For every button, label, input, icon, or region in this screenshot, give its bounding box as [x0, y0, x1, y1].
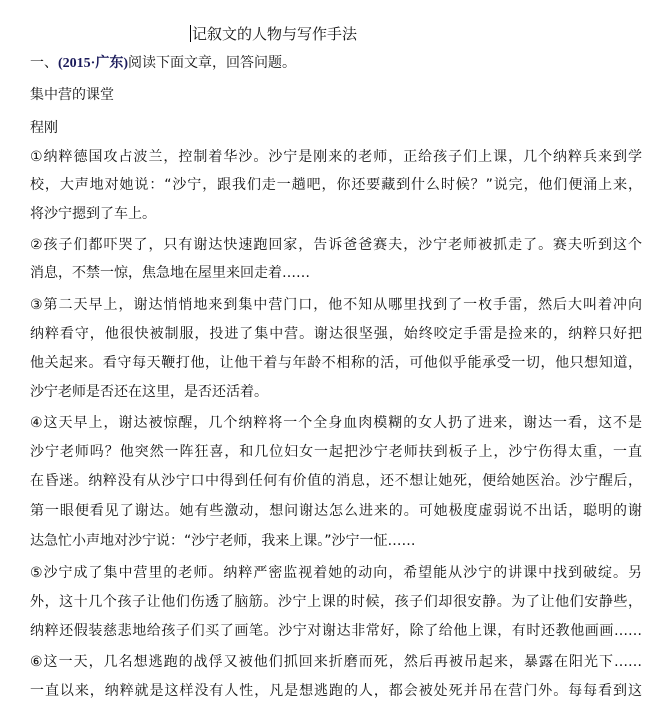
text-line: 纳粹看守，他很快被制服，投进了集中营。谢达很坚强，始终咬定手雷是捡来的，纳粹只好把: [30, 326, 642, 342]
question-heading: [30, 52, 296, 75]
document-title: [190, 22, 357, 46]
text-line: ③第二天早上，谢达悄悄地来到集中营门口，他不知从哪里找到了一枚手雷，然后大叫着冲向: [30, 297, 642, 313]
text-line: ⑥这一天，几名想逃跑的战俘又被他们抓回来折磨而死，然后再被吊起来，暴露在阳光下……: [30, 654, 642, 670]
question-source: (2015·广东): [58, 56, 128, 71]
text-line: 达急忙小声地对沙宁说：“沙宁老师，我来上课。”沙宁一怔……: [30, 533, 416, 549]
text-line: ⑤沙宁成了集中营里的老师。纳粹严密监视着她的动向，希望能从沙宁的讲课中找到破绽。另: [30, 565, 642, 581]
text-line: 纳粹还假装慈悲地给孩子们买了画笔。沙宁对谢达非常好，除了给他上课，有时还教他画画……: [30, 623, 642, 639]
text-line: ②孩子们都吓哭了，只有谢达快速跑回家，告诉爸爸赛夫，沙宁老师被抓走了。赛夫听到这个: [30, 237, 642, 253]
article-author: 程刚: [30, 120, 58, 136]
text-line: 沙宁老师是否还在这里，是否还活着。: [30, 384, 268, 400]
text-line: 他关起来。看守每天鞭打他，让他干着与年龄不相称的活，可他似乎能承受一切，他只想知道，: [30, 355, 642, 371]
text-line: 第一眼便看见了谢达。她有些激动，想问谢达怎么进来的。可她极度虚弱说不出话，聪明的谢: [30, 503, 642, 519]
article-title: 集中营的课堂: [30, 87, 114, 103]
text-line: 一直以来，纳粹就是这样没有人性，凡是想逃跑的人，都会被处死并吊在营门外。每每看到这: [30, 683, 642, 699]
text-line: 消息，不禁一惊，焦急地在屋里来回走着……: [30, 265, 310, 281]
question-prefix: 一、: [30, 55, 58, 71]
text-cursor: [190, 25, 191, 42]
text-line: 在昏迷。纳粹没有从沙宁口中得到任何有价值的消息，还不想让她死，便给她医治。沙宁醒后，: [30, 473, 642, 489]
text-line: ①纳粹德国攻占波兰，控制着华沙。沙宁是刚来的老师，正给孩子们上课，几个纳粹兵来到学: [30, 149, 642, 165]
text-line: 校，大声地对她说：“沙宁，跟我们走一趟吧，你还要藏到什么时候？”说完，他们便涌上来，: [30, 177, 642, 193]
document-title-text: 记叙文的人物与写作手法: [192, 25, 358, 43]
text-line: 将沙宁摁到了车上。: [30, 206, 156, 222]
text-line: ④这天早上，谢达被惊醒，几个纳粹将一个全身血肉模糊的女人扔了进来，谢达一看，这不是: [30, 415, 642, 431]
text-line: 外，这十几个孩子让他们伤透了脑筋。沙宁上课的时候，孩子们却很安静。为了让他们安静些，: [30, 594, 642, 610]
text-line: 沙宁老师吗？他突然一阵狂喜，和几位妇女一起把沙宁老师扶到板子上，沙宁伤得太重，一直: [30, 444, 642, 460]
question-text: 阅读下面文章，回答问题。: [128, 55, 296, 71]
